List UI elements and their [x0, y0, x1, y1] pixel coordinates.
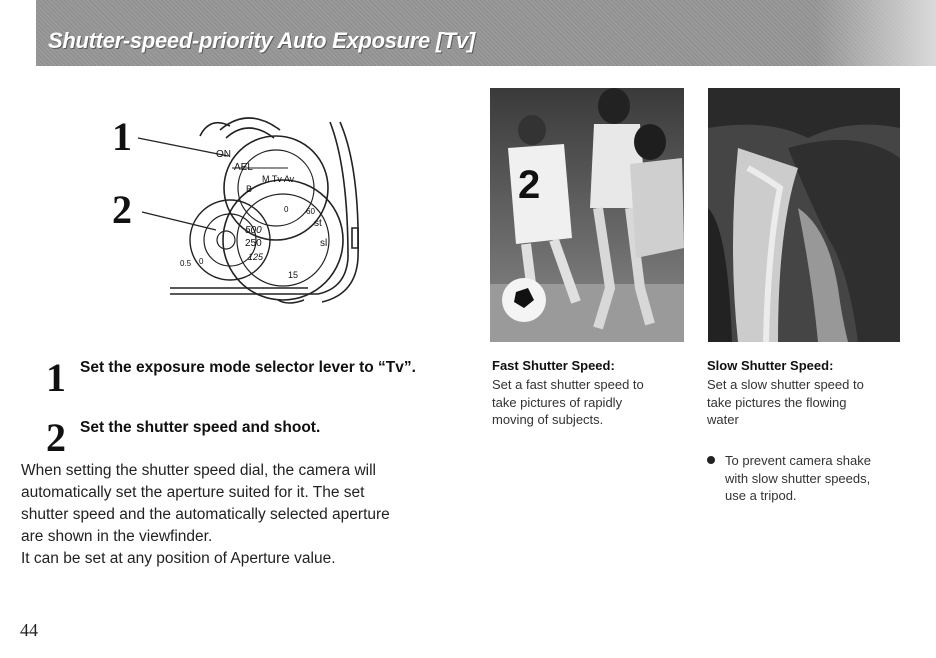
label-250: 250: [245, 238, 262, 249]
body-line: automatically set the aperture suited for it. The set: [21, 484, 365, 501]
step-2-number: 2: [46, 415, 66, 460]
slow-shutter-photo: [708, 88, 900, 342]
page-title: Shutter-speed-priority Auto Exposure [Tv]: [48, 28, 475, 53]
body-line: It can be set at any position of Aperture value.: [21, 550, 336, 567]
label-small-ev: 0: [284, 205, 289, 214]
fast-caption-text: [492, 376, 692, 429]
body-text: [21, 460, 461, 570]
body-line: When setting the shutter speed dial, the camera will: [21, 462, 376, 479]
fast-caption-line: moving of subjects.: [492, 412, 604, 427]
waterfall-scene: [708, 88, 900, 342]
label-b: B: [246, 184, 253, 194]
tripod-note-text: [725, 452, 905, 505]
label-sl: sl: [320, 238, 328, 249]
tripod-note-line: use a tripod.: [725, 488, 797, 503]
fast-caption-line: Set a fast shutter speed to: [492, 377, 644, 392]
slow-caption-line: Set a slow shutter speed to: [707, 377, 864, 392]
label-60: 60: [306, 207, 315, 216]
bullet-icon: [707, 456, 715, 464]
label-modes: M Tv Av: [262, 174, 295, 184]
label-125: 125: [248, 252, 264, 262]
body-line: are shown in the viewfinder.: [21, 528, 213, 545]
label-500: 500: [245, 225, 262, 236]
tripod-note-line: To prevent camera shake: [725, 453, 871, 468]
label-ev-0: 0: [199, 257, 204, 266]
jersey-number: 2: [518, 163, 541, 207]
slow-caption-line: take pictures the flowing: [707, 394, 847, 410]
fast-caption-line: take pictures of rapidly: [492, 394, 623, 410]
soccer-scene: [490, 88, 684, 342]
banner-fade: [816, 0, 936, 66]
label-ael: AEL: [234, 162, 253, 173]
fast-shutter-photo: [490, 88, 684, 342]
label-st: st: [314, 218, 322, 229]
page-number: 44: [20, 620, 38, 640]
label-on: ON: [216, 149, 231, 160]
tripod-note-line: with slow shutter speeds,: [725, 470, 871, 486]
label-15: 15: [288, 270, 299, 280]
slow-caption-heading: Slow Shutter Speed:: [707, 358, 834, 373]
step-1-title: Set the exposure mode selector lever to “Tv”.: [80, 359, 416, 376]
step-2-title: Set the shutter speed and shoot.: [80, 419, 321, 436]
slow-caption-line: water: [707, 412, 739, 427]
body-line: shutter speed and the automatically selected aperture: [21, 506, 390, 523]
camera-dial-diagram: [108, 108, 370, 306]
fast-caption-heading: Fast Shutter Speed:: [492, 358, 615, 373]
callout-2: 2: [112, 187, 132, 232]
slow-caption-text: [707, 376, 907, 429]
header-banner: [36, 0, 936, 66]
callout-1: 1: [112, 114, 132, 159]
label-ev-05: 0.5: [180, 259, 192, 268]
step-1-number: 1: [46, 355, 66, 400]
